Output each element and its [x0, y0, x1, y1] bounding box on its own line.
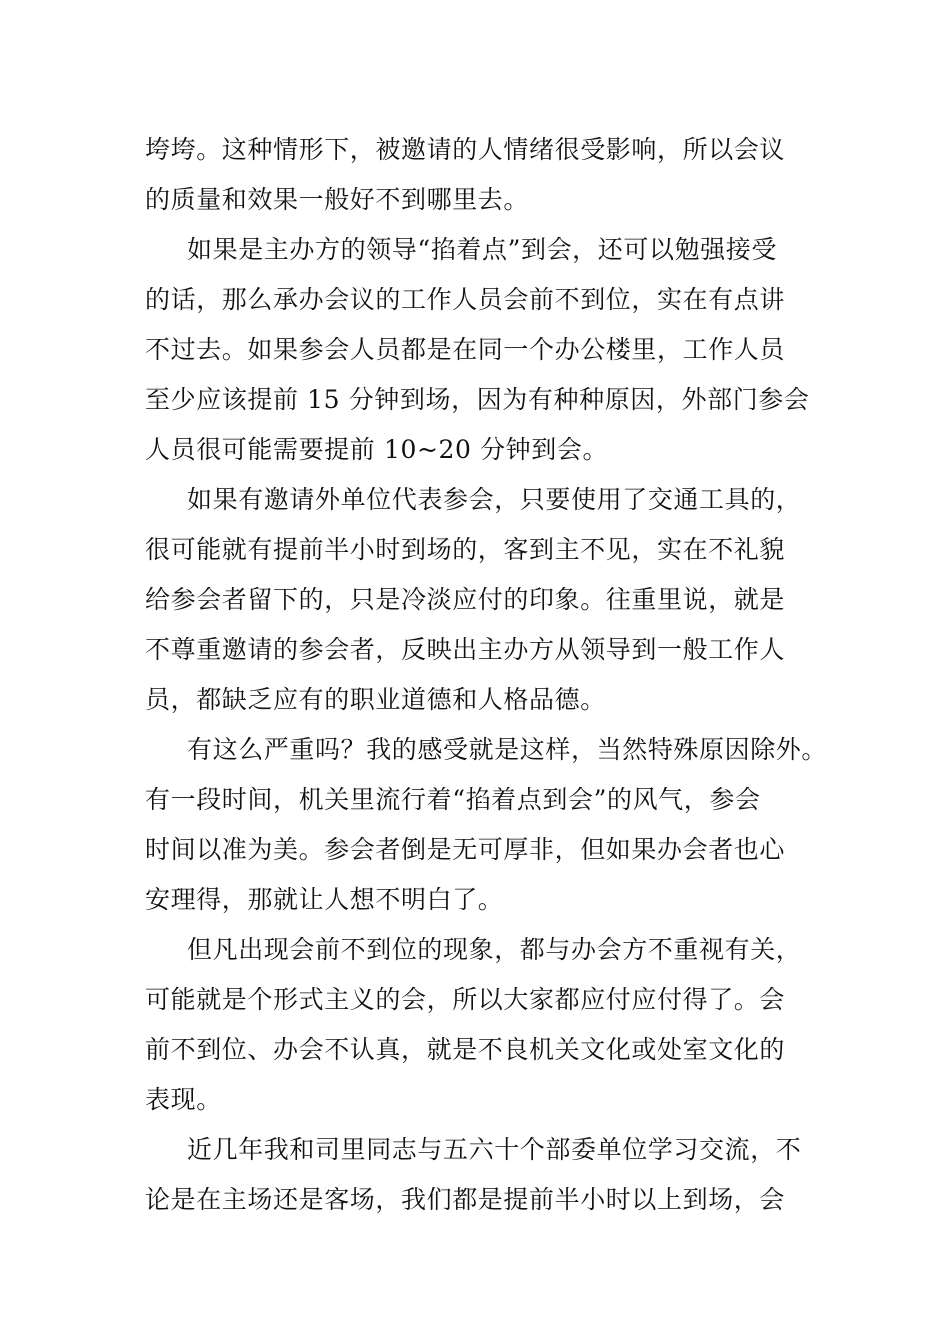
- paragraph-first-line: 有这么严重吗？我的感受就是这样，当然特殊原因除外。: [187, 735, 828, 764]
- text-line: 的质量和效果一般好不到哪里去。: [145, 185, 530, 214]
- text-line: 很可能就有提前半小时到场的，客到主不见，实在不礼貌: [145, 535, 786, 564]
- paragraph-first-line: 近几年我和司里同志与五六十个部委单位学习交流，不: [187, 1135, 802, 1164]
- text-line: 表现。: [145, 1085, 222, 1114]
- text-line: 时间以准为美。参会者倒是无可厚非，但如果办会者也心: [145, 835, 786, 864]
- paragraph-first-line: 但凡出现会前不到位的现象，都与办会方不重视有关，: [187, 935, 802, 964]
- text-line: 不尊重邀请的参会者，反映出主办方从领导到一般工作人: [145, 635, 786, 664]
- paragraph-first-line: 如果有邀请外单位代表参会，只要使用了交通工具的，: [187, 485, 802, 514]
- text-line: 给参会者留下的，只是冷淡应付的印象。往重里说，就是: [145, 585, 786, 614]
- text-line: 有一段时间，机关里流行着“掐着点到会”的风气，参会: [145, 785, 761, 814]
- text-line: 至少应该提前 15 分钟到场，因为有种种原因，外部门参会: [145, 385, 810, 414]
- text-line: 可能就是个形式主义的会，所以大家都应付应付得了。会: [145, 985, 786, 1014]
- text-line: 安理得，那就让人想不明白了。: [145, 885, 504, 914]
- paragraph-first-line: 如果是主办方的领导“掐着点”到会，还可以勉强接受: [187, 235, 777, 264]
- text-line: 论是在主场还是客场，我们都是提前半小时以上到场，会: [145, 1185, 786, 1214]
- text-line: 员，都缺乏应有的职业道德和人格品德。: [145, 685, 606, 714]
- text-line: 前不到位、办会不认真，就是不良机关文化或处室文化的: [145, 1035, 786, 1064]
- text-line: 不过去。如果参会人员都是在同一个办公楼里，工作人员: [145, 335, 786, 364]
- text-line: 的话，那么承办会议的工作人员会前不到位，实在有点讲: [145, 285, 786, 314]
- text-line: 垮垮。这种情形下，被邀请的人情绪很受影响，所以会议: [145, 135, 786, 164]
- text-line: 人员很可能需要提前 10~20 分钟到会。: [145, 435, 609, 464]
